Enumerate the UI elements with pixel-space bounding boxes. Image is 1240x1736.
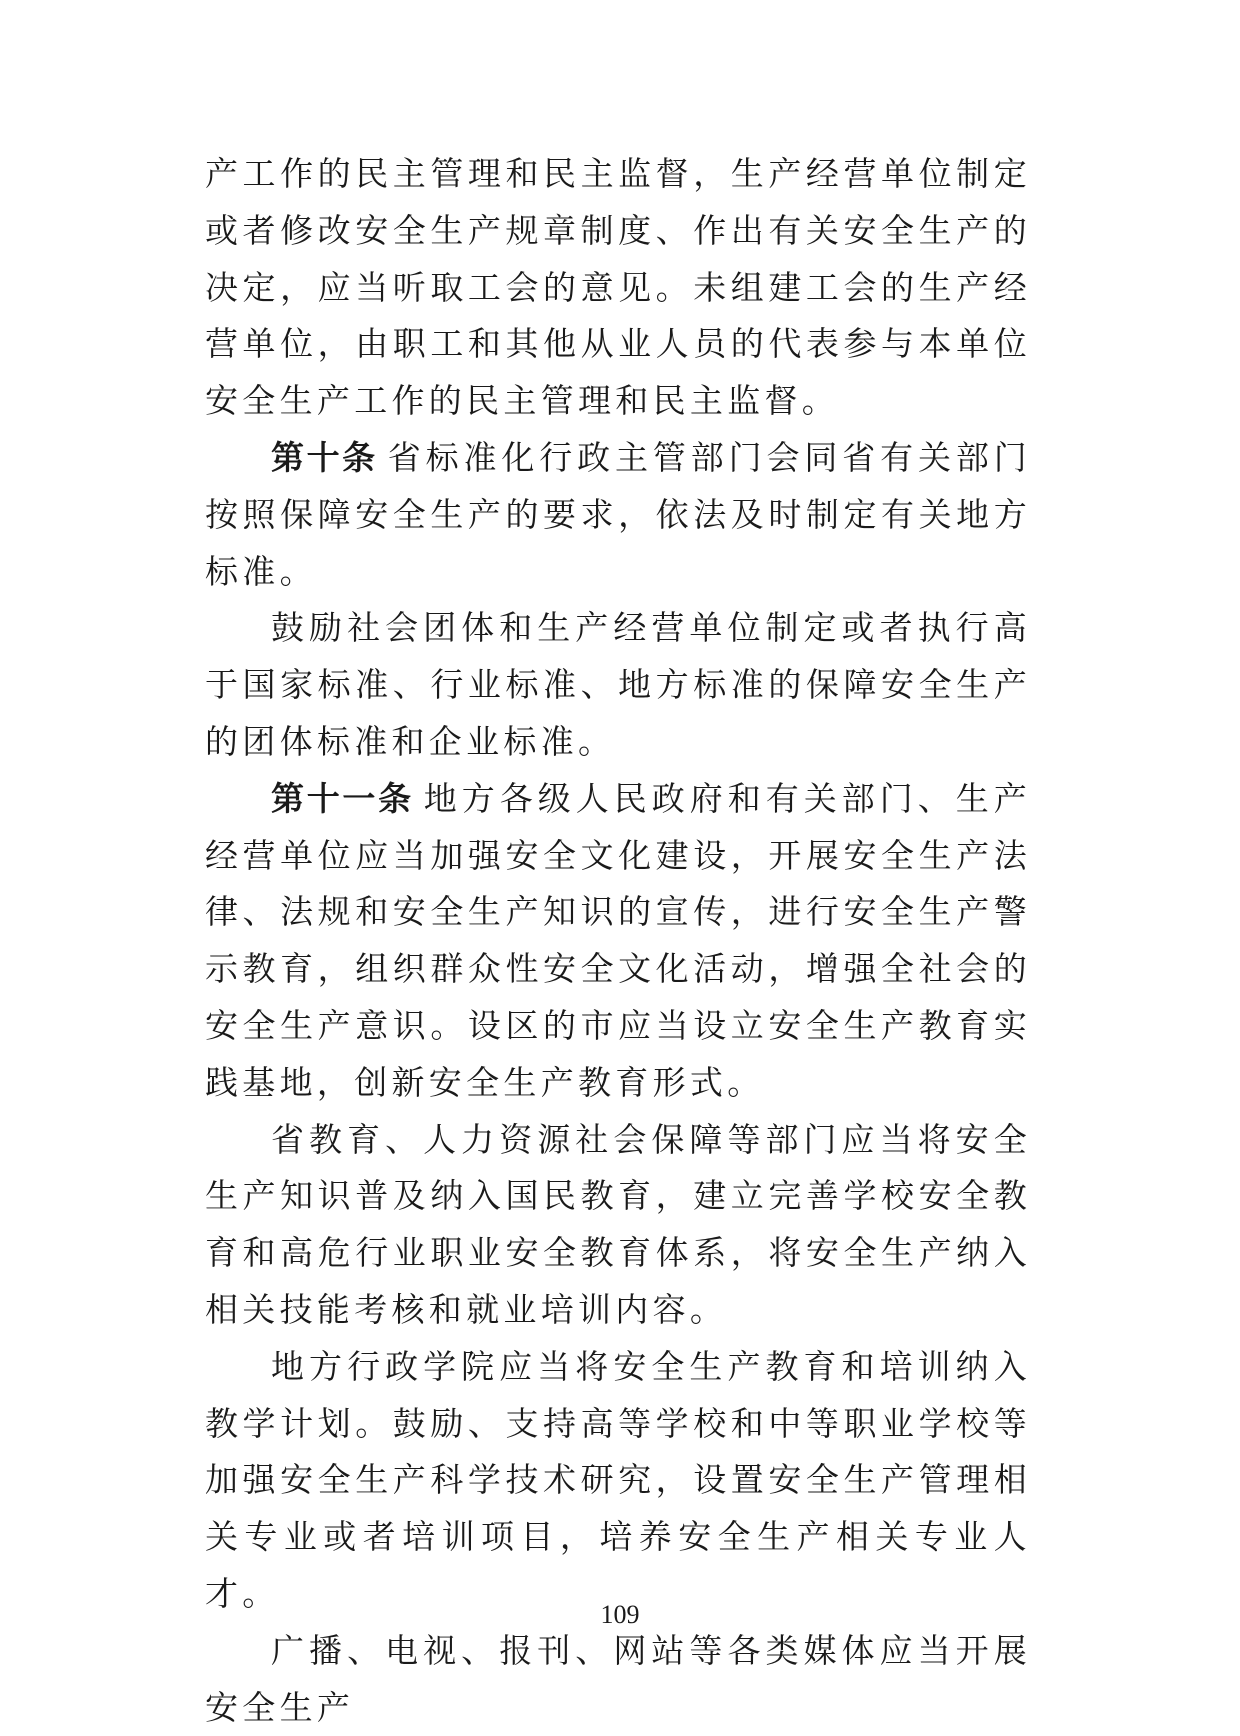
paragraph-text: 鼓励社会团体和生产经营单位制定或者执行高于国家标准、行业标准、地方标准的保障安全生产的团体标准和企业标准。: [205, 608, 1031, 761]
paragraph-continuation: [205, 146, 1031, 430]
article-number: 第十条: [271, 437, 378, 477]
paragraph-text: 省教育、人力资源社会保障等部门应当将安全生产知识普及纳入国民教育，建立完善学校安全教育和高危行业职业安全教育体系，将安全生产纳入相关技能考核和就业培训内容。: [205, 1119, 1031, 1329]
paragraph: [205, 1112, 1031, 1339]
paragraph: [205, 1623, 1031, 1736]
document-body: [205, 146, 1031, 1736]
paragraph-article-10: [205, 430, 1031, 600]
paragraph-text: 广播、电视、报刊、网站等各类媒体应当开展安全生产: [205, 1630, 1031, 1727]
paragraph-article-11: [205, 771, 1031, 1112]
paragraph: [205, 1339, 1031, 1623]
article-number: 第十一条: [271, 778, 414, 818]
paragraph-text: 产工作的民主管理和民主监督，生产经营单位制定或者修改安全生产规章制度、作出有关安全生产的决定，应当听取工会的意见。未组建工会的生产经营单位，由职工和其他从业人员的代表参与本单位安全生产工作的民主管理和民主监督。: [205, 154, 1031, 421]
paragraph-text: 省标准化行政主管部门会同省有关部门按照保障安全生产的要求，依法及时制定有关地方标准。: [205, 437, 1032, 591]
paragraph: [205, 600, 1031, 770]
paragraph-text: 地方各级人民政府和有关部门、生产经营单位应当加强安全文化建设，开展安全生产法律、法规和安全生产知识的宣传，进行安全生产警示教育，组织群众性安全文化活动，增强全社会的安全生产意识。设区的市应当设立安全生产教育实践基地，创新安全生产教育形式。: [205, 778, 1031, 1102]
page-number: 109: [600, 1600, 640, 1629]
paragraph-text: 地方行政学院应当将安全生产教育和培训纳入教学计划。鼓励、支持高等学校和中等职业学校等加强安全生产科学技术研究，设置安全生产管理相关专业或者培训项目，培养安全生产相关专业人才。: [205, 1346, 1031, 1613]
